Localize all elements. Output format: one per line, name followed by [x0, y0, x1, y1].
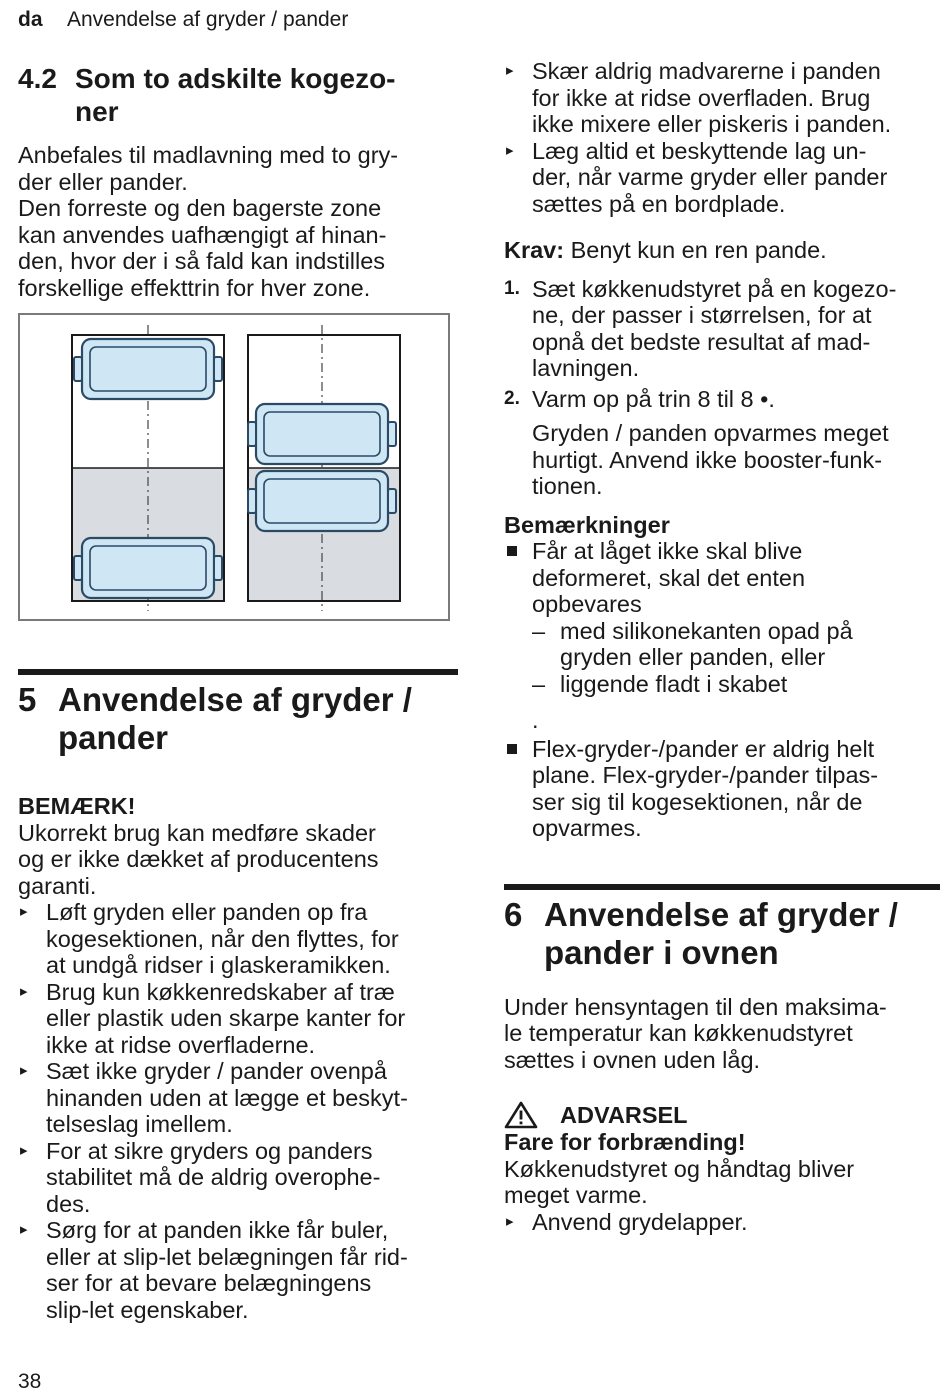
left-hob-panel	[72, 325, 224, 611]
section-4-2-para1	[18, 142, 458, 195]
requirement-line	[504, 237, 940, 264]
text-line: opvarmes.	[532, 815, 642, 841]
section-6-para	[504, 994, 940, 1074]
right-column	[504, 58, 940, 1235]
text-line: slip-let egenskaber.	[46, 1296, 249, 1323]
text-line: at undgå ridser i glaskeramikken.	[46, 952, 391, 978]
notice-label: BEMÆRK!	[18, 793, 136, 819]
page-number: 38	[18, 1370, 42, 1393]
text-line: Sørg for at panden ikke får buler,	[46, 1217, 389, 1243]
header-title: Anvendelse af gryder / pander	[67, 8, 349, 31]
square-bullet-icon	[504, 736, 532, 842]
list-item	[504, 138, 940, 218]
text-line: der, når varme gryder eller pander	[532, 164, 888, 190]
text-line: For at sikre gryders og panders	[46, 1137, 373, 1164]
text-line: opbevares	[532, 591, 642, 617]
text-line: hurtigt. Anvend ikke booster-funk-	[532, 446, 883, 473]
list-item	[504, 1209, 940, 1236]
text-line: Under hensyntagen til den maksima-	[504, 993, 887, 1020]
triangle-bullet-icon: ▸	[20, 1141, 28, 1159]
requirement-label: Krav:	[504, 237, 565, 263]
right-hob-panel	[248, 325, 400, 611]
title-line: ner	[75, 96, 119, 127]
text-line: Flex-gryder-/pander er aldrig helt	[532, 735, 875, 762]
text-line: ser sig til kogesektionen, når de	[532, 788, 863, 815]
text-line: for ikke at ridse overfladen. Brug	[532, 84, 871, 111]
cooking-zones-illustration	[18, 313, 450, 621]
text-line: ikke at ridse overfladerne.	[46, 1031, 316, 1058]
list-item	[504, 58, 940, 138]
text-line: stabilitet må de aldrig overophe-	[46, 1164, 381, 1190]
sub-list-item	[504, 618, 940, 671]
text-line: telseslag imellem.	[46, 1111, 233, 1137]
text-line: deformeret, skal det enten	[532, 564, 806, 591]
section-number: 5	[18, 681, 37, 718]
cooking-zones-svg	[20, 315, 448, 619]
text-line: Læg altid et beskyttende lag un-	[532, 137, 867, 164]
text-line: plane. Flex-gryder-/pander tilpas-	[532, 762, 879, 788]
list-item	[18, 1217, 458, 1323]
text-line: Anbefales til madlavning med to gry-	[18, 142, 399, 168]
text-line: sættes i ovnen uden låg.	[504, 1046, 761, 1073]
section-4-2-para2	[18, 195, 458, 301]
text-line: Varm op på trin 8 til 8 •.	[532, 385, 775, 412]
text-line: Gryden / panden opvarmes meget	[532, 420, 889, 446]
warning-label: ADVARSEL	[560, 1101, 688, 1128]
section-title	[75, 62, 396, 128]
notice-bullets-continued	[504, 58, 940, 217]
text-line: kan anvendes uafhængigt af hinan-	[18, 221, 387, 248]
section-6-heading	[504, 890, 940, 972]
text-line: lavningen.	[532, 355, 640, 381]
remarks-label: Bemærkninger	[504, 511, 670, 538]
section-title	[544, 896, 898, 972]
dash-bullet-icon: –	[532, 617, 546, 644]
triangle-bullet-icon: ▸	[506, 62, 514, 79]
warning-heading	[504, 1101, 940, 1129]
text-line: le temperatur kan køkkenudstyret	[504, 1020, 853, 1046]
title-line: Anvendelse af gryder /	[544, 895, 898, 933]
step-item	[504, 386, 940, 413]
title-line: pander	[58, 719, 169, 756]
list-item	[18, 979, 458, 1059]
text-line: Brug kun køkkenredskaber af træ	[46, 978, 395, 1005]
remark-end: .	[532, 707, 539, 733]
text-line: Sæt ikke gryder / pander ovenpå	[46, 1058, 387, 1084]
title-line: pander i ovnen	[544, 933, 779, 971]
text-line: meget varme.	[504, 1182, 648, 1208]
triangle-bullet-icon: ▸	[506, 1212, 514, 1230]
requirement-text: Benyt kun en ren pande.	[570, 237, 827, 263]
list-item	[18, 1138, 458, 1218]
text-line: Køkkenudstyret og håndtag bliver	[504, 1155, 855, 1182]
sub-list-item	[504, 671, 940, 698]
text-line: forskellige effekttrin for hver zone.	[18, 274, 371, 301]
text-line: hinanden uden at lægge et beskyt-	[46, 1084, 408, 1111]
text-line: opnå det bedste resultat af mad-	[532, 328, 871, 355]
text-line: gryden eller panden, eller	[560, 644, 826, 670]
triangle-bullet-icon: ▸	[20, 1221, 28, 1238]
text-line: sættes på en bordplade.	[532, 190, 786, 217]
pan-icon	[74, 538, 222, 598]
list-item	[504, 538, 940, 618]
text-line: Den forreste og den bagerste zone	[18, 195, 382, 221]
text-line: Skær aldrig madvarerne i panden	[532, 58, 881, 84]
text-line: med silikonekanten opad på	[560, 617, 853, 644]
pan-icon	[248, 404, 396, 464]
text-line: Anvend grydelapper.	[532, 1208, 748, 1235]
list-item	[504, 736, 940, 842]
left-column	[18, 62, 458, 1323]
text-line: ser for at bevare belægningens	[46, 1270, 372, 1296]
text-line: tionen.	[532, 473, 603, 499]
section-title	[58, 681, 412, 757]
section-4-2-heading	[18, 62, 458, 128]
triangle-bullet-icon: ▸	[506, 141, 514, 159]
section-5-heading	[18, 675, 458, 757]
step-number: 2.	[504, 387, 520, 409]
title-line: Som to adskilte kogezo-	[75, 63, 396, 94]
dash-bullet-icon: –	[532, 670, 546, 697]
notice-bullets	[18, 899, 458, 1323]
text-line: og er ikke dækket af producentens	[18, 846, 379, 872]
warning-triangle-icon	[504, 1101, 538, 1129]
section-number: 6	[504, 895, 523, 933]
text-line: garanti.	[18, 872, 97, 899]
text-line: Løft gryden eller panden op fra	[46, 899, 368, 925]
step-result	[504, 420, 940, 500]
section-number: 4.2	[18, 63, 57, 94]
text-line: den, hvor der i så fald kan indstilles	[18, 248, 386, 274]
list-item	[18, 1058, 458, 1138]
text-line: ikke mixere eller piskeris i panden.	[532, 111, 892, 137]
step-number: 1.	[504, 277, 520, 299]
steps-list	[504, 276, 940, 500]
text-line: eller at slip-let belægningen får rid-	[46, 1243, 408, 1270]
list-item	[18, 899, 458, 979]
step-item	[504, 276, 940, 382]
pan-icon	[248, 471, 396, 531]
warning-title: Fare for forbrænding!	[504, 1129, 746, 1155]
remarks-block	[504, 512, 940, 842]
square-bullet-icon	[504, 538, 532, 618]
text-line: Ukorrekt brug kan medføre skader	[18, 819, 376, 846]
warning-block	[504, 1101, 940, 1235]
text-line: liggende fladt i skabet	[560, 670, 788, 697]
triangle-bullet-icon: ▸	[20, 1062, 28, 1079]
pan-icon	[74, 339, 222, 399]
text-line: Sæt køkkenudstyret på en kogezo-	[532, 275, 897, 302]
notice-block	[18, 793, 458, 899]
text-line: des.	[46, 1190, 91, 1217]
triangle-bullet-icon: ▸	[20, 903, 28, 920]
text-line: ne, der passer i størrelsen, for at	[532, 302, 872, 328]
header-language: da	[18, 8, 43, 31]
text-line: der eller pander.	[18, 168, 188, 195]
text-line: Får at låget ikke skal blive	[532, 538, 803, 564]
triangle-bullet-icon: ▸	[20, 982, 28, 1000]
text-line: eller plastik uden skarpe kanter for	[46, 1005, 406, 1031]
title-line: Anvendelse af gryder /	[58, 681, 412, 718]
text-line: kogesektionen, når den flyttes, for	[46, 925, 399, 952]
